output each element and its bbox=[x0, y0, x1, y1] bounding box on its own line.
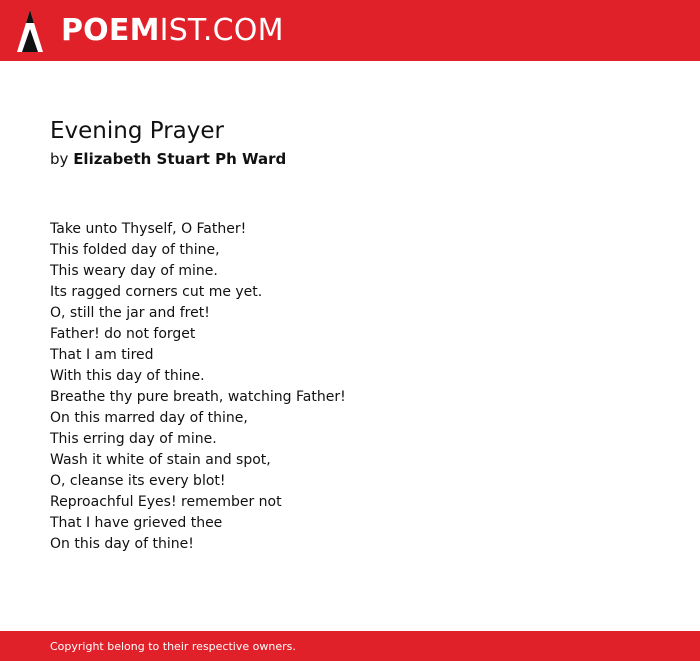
pencil-logo-icon[interactable] bbox=[16, 9, 44, 53]
poem-line: On this day of thine! bbox=[50, 536, 194, 552]
site-header bbox=[0, 0, 700, 61]
poem-line: This folded day of thine, bbox=[50, 242, 220, 258]
logo-text-light: IST.COM bbox=[159, 13, 284, 48]
poem-line: On this marred day of thine, bbox=[50, 410, 248, 426]
site-footer bbox=[0, 631, 700, 661]
poem-line: Take unto Thyself, O Father! bbox=[50, 221, 247, 237]
poem-line: This weary day of mine. bbox=[50, 263, 218, 279]
poem-line: O, cleanse its every blot! bbox=[50, 473, 226, 489]
poem-title: Evening Prayer bbox=[50, 118, 224, 144]
poem-author: Elizabeth Stuart Ph Ward bbox=[73, 150, 287, 168]
poem-line: With this day of thine. bbox=[50, 368, 205, 384]
poem-line: That I am tired bbox=[50, 347, 154, 363]
poem-line: Its ragged corners cut me yet. bbox=[50, 284, 263, 300]
poem-line: Reproachful Eyes! remember not bbox=[50, 494, 282, 510]
poem-line: Breathe thy pure breath, watching Father! bbox=[50, 389, 346, 405]
poem-line: This erring day of mine. bbox=[50, 431, 217, 447]
poem-line: Wash it white of stain and spot, bbox=[50, 452, 271, 468]
poem-body bbox=[50, 219, 346, 555]
copyright-notice: Copyright belong to their respective owners. bbox=[50, 640, 296, 653]
poem-line: That I have grieved thee bbox=[50, 515, 223, 531]
poem-line: O, still the jar and fret! bbox=[50, 305, 210, 321]
site-logo-link[interactable] bbox=[61, 11, 284, 51]
logo-text-strong: POEM bbox=[61, 13, 160, 48]
byline-label: by bbox=[50, 150, 69, 168]
poem-byline bbox=[50, 148, 286, 170]
poem-line: Father! do not forget bbox=[50, 326, 196, 342]
